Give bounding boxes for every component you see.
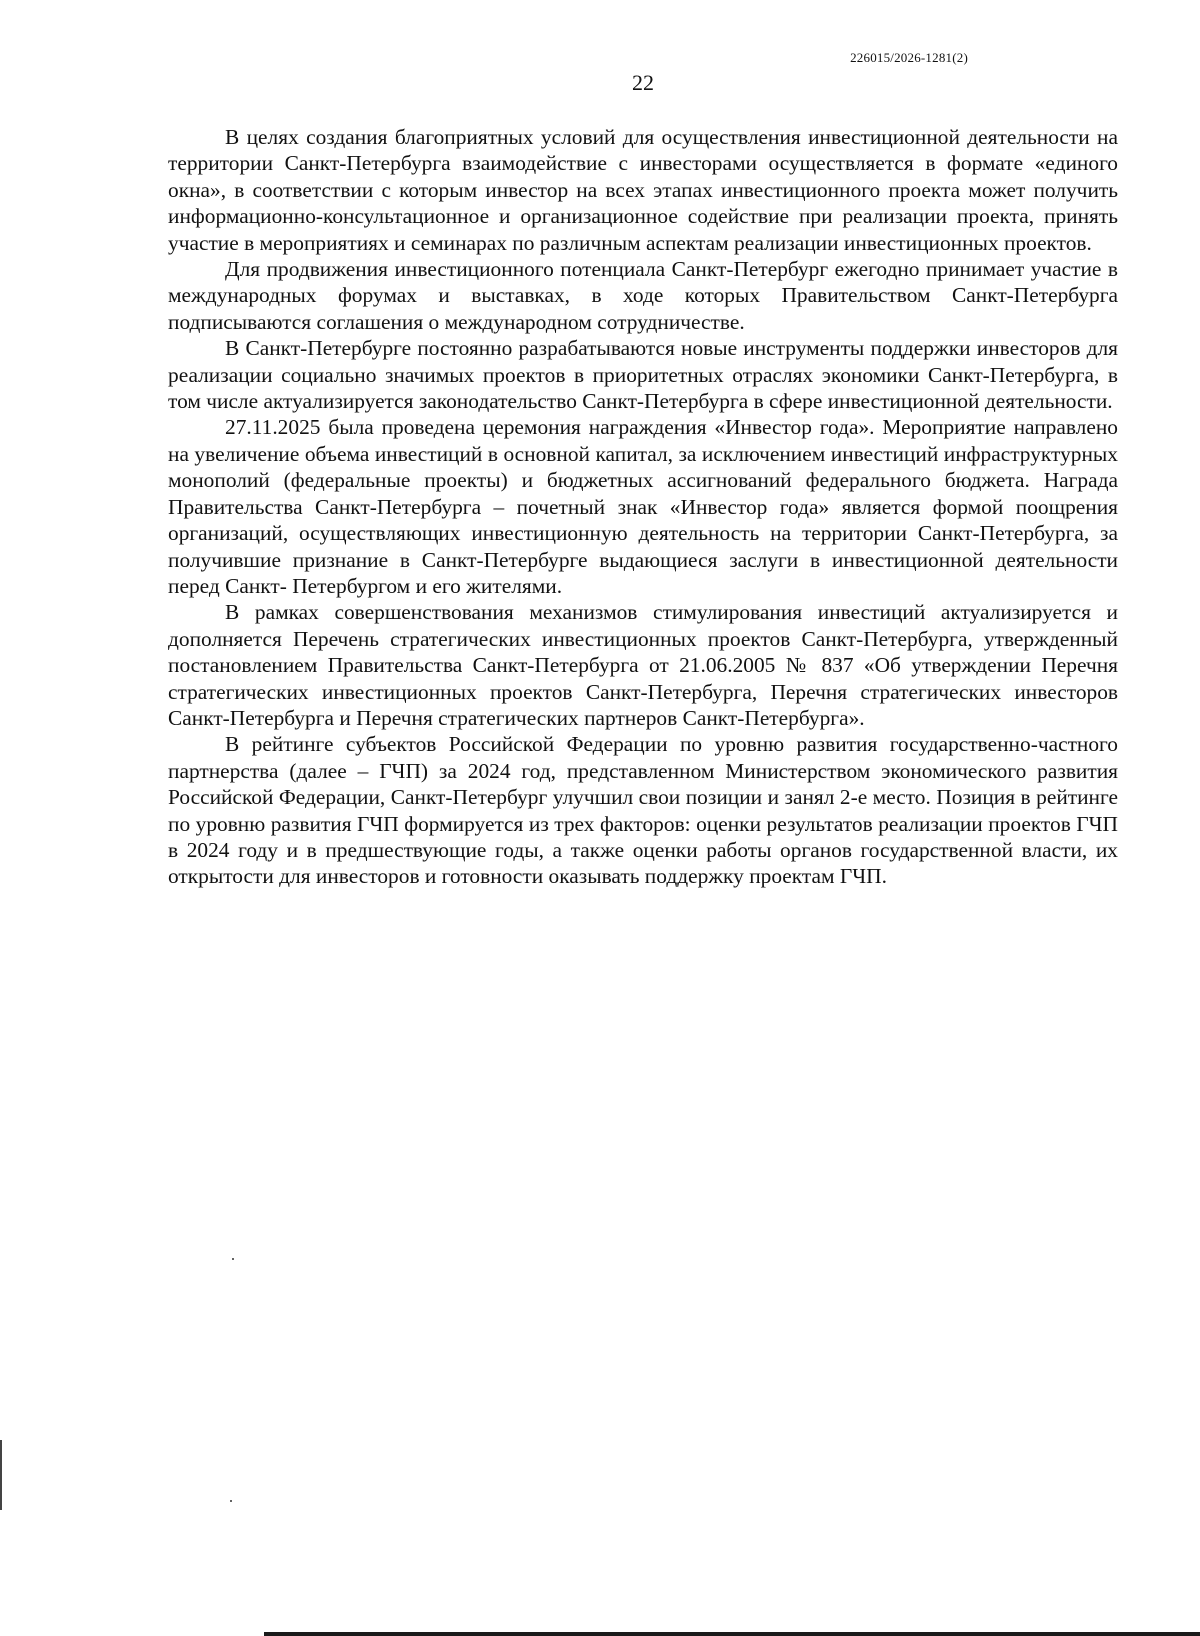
paragraph-single-window: В целях создания благоприятных условий для осуществления инвестиционной деятельности на территории Санкт-Петербурга взаимодействие с инвесторами осуществляется в формате «единого окна», в соответствии с которым инвестор на всех этапах инвестиционного проекта может получить информационно-консультационное и организационное содействие при реализации проекта, принять участие в мероприятиях и семинарах по различным аспектам реализации инвестиционных проектов. [168, 125, 1118, 255]
page-number: 22 [632, 70, 654, 95]
scan-edge-mark [0, 1440, 2, 1510]
paragraph-ppp-rating: В рейтинге субъектов Российской Федерации по уровню развития государственно-частного партнерства (далее – ГЧП) за 2024 год, представленном Министерством экономического развития Российской Федерации, Санкт-Петербург улучшил свои позиции и занял 2-е место. Позиция в рейтинге по уровню развития ГЧП формируется из трех факторов: оценки результатов реализации проектов ГЧП в 2024 году и в предшествующие годы, а также оценки работы органов государственной власти, их открытости для инвесторов и готовности оказывать поддержку проектам ГЧП. [168, 732, 1118, 889]
paragraph-international-forums: Для продвижения инвестиционного потенциала Санкт-Петербург ежегодно принимает участие в международных форумах и выставках, в ходе которых Правительством Санкт-Петербурга подписываются соглашения о международном сотрудничестве. [168, 257, 1118, 334]
document-registration-number: 226015/2026-1281(2) [850, 50, 968, 65]
document-body [168, 124, 1118, 890]
scan-speck [230, 1500, 232, 1502]
scan-speck [232, 1258, 234, 1260]
paragraph-strategic-projects-list: В рамках совершенствования механизмов стимулирования инвестиций актуализируется и дополняется Перечень стратегических инвестиционных проектов Санкт-Петербурга, утвержденный постановлением Правительства Санкт-Петербурга от 21.06.2005 № 837 «Об утверждении Перечня стратегических инвестиционных проектов Санкт-Петербурга, Перечня стратегических инвесторов Санкт-Петербурга и Перечня стратегических партнеров Санкт-Петербурга». [168, 600, 1118, 730]
paragraph-investor-of-the-year: 27.11.2025 была проведена церемония награждения «Инвестор года». Мероприятие направлено на увеличение объема инвестиций в основной капитал, за исключением инвестиций инфраструктурных монополий (федеральные проекты) и бюджетных ассигнований федерального бюджета. Награда Правительства Санкт-Петербурга – почетный знак «Инвестор года» является формой поощрения организаций, осуществляющих инвестиционную деятельность на территории Санкт-Петербурга, за получившие признание в Санкт-Петербурге выдающиеся заслуги в инвестиционной деятельности перед Санкт- Петербургом и его жителями. [168, 415, 1118, 598]
scan-bottom-edge [264, 1632, 1200, 1636]
paragraph-support-instruments: В Санкт-Петербурге постоянно разрабатываются новые инструменты поддержки инвесторов для реализации социально значимых проектов в приоритетных отраслях экономики Санкт-Петербурга, в том числе актуализируется законодательство Санкт-Петербурга в сфере инвестиционной деятельности. [168, 336, 1118, 414]
